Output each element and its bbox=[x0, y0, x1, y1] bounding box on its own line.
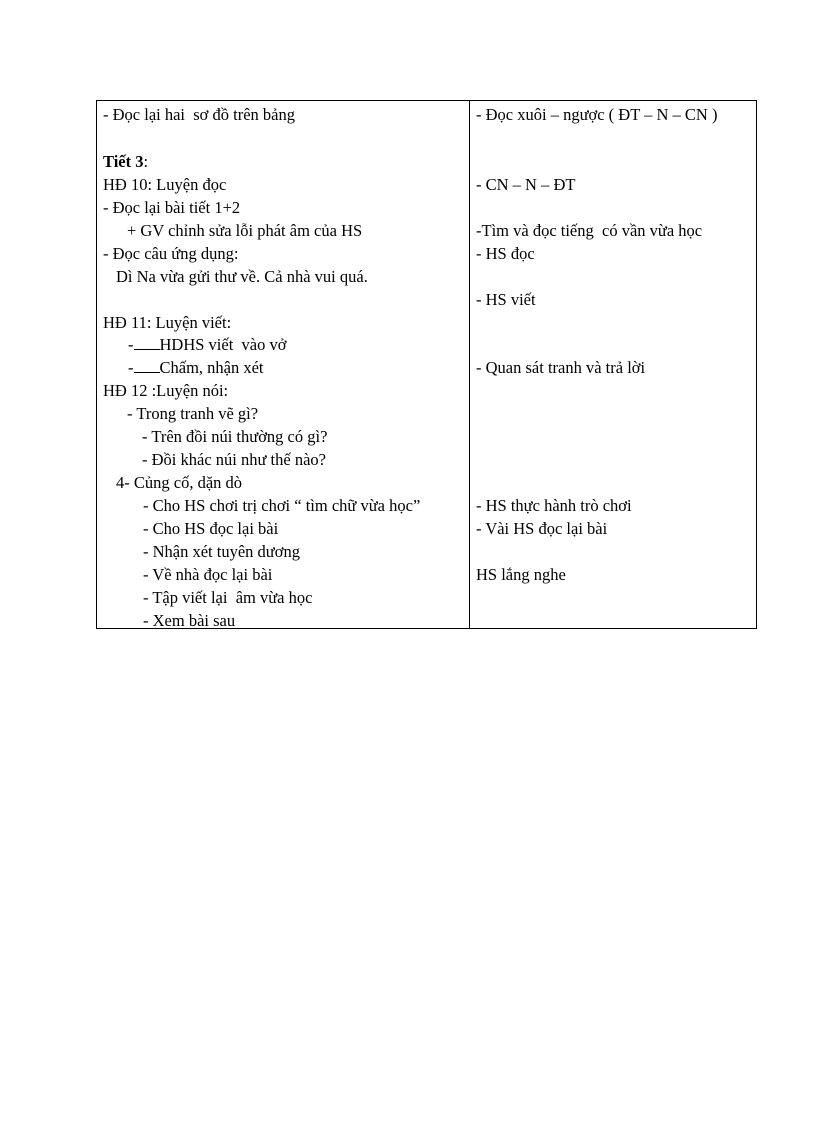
text-line: - Đọc lại bài tiết 1+2 bbox=[103, 198, 241, 217]
section-title: Tiết 3 bbox=[103, 152, 144, 171]
text-line: -Tìm và đọc tiếng có vần vừa học bbox=[476, 221, 703, 240]
underline-gap bbox=[134, 358, 160, 373]
list-item-text: HDHS viết vào vở bbox=[159, 335, 287, 354]
text-line: - Cho HS đọc lại bài bbox=[143, 519, 279, 538]
section-heading bbox=[103, 152, 148, 172]
text-line: - HS đọc bbox=[476, 244, 535, 263]
list-dash: - bbox=[128, 335, 134, 354]
text-line: - Quan sát tranh và trả lời bbox=[476, 358, 646, 377]
text-line: - HS thực hành trò chơi bbox=[476, 496, 632, 515]
activity-heading: HĐ 10: Luyện đọc bbox=[103, 175, 227, 194]
text-line: - HS viết bbox=[476, 290, 536, 309]
text-line: - Đọc câu ứng dụng: bbox=[103, 244, 239, 263]
student-activities-column bbox=[470, 101, 756, 628]
text-line: - CN – N – ĐT bbox=[476, 175, 576, 194]
text-line: - Trên đồi núi thường có gì? bbox=[142, 427, 328, 446]
text-line: - Vài HS đọc lại bài bbox=[476, 519, 608, 538]
text-line: - Tập viết lại âm vừa học bbox=[143, 588, 313, 607]
lesson-table bbox=[96, 100, 757, 629]
text-line: - Đọc lại hai sơ đồ trên bảng bbox=[103, 105, 296, 124]
text-line: - Đồi khác núi như thế nào? bbox=[142, 450, 326, 469]
text-line: Dì Na vừa gửi thư về. Cả nhà vui quá. bbox=[116, 267, 368, 286]
text-line: - Cho HS chơi trị chơi “ tìm chữ vừa học” bbox=[143, 496, 421, 515]
text-line: 4- Củng cố, dặn dò bbox=[116, 473, 243, 492]
activity-heading: HĐ 12 :Luyện nói: bbox=[103, 381, 229, 400]
text-line: - Trong tranh vẽ gì? bbox=[127, 404, 259, 423]
text-line: - Về nhà đọc lại bài bbox=[143, 565, 273, 584]
list-dash: - bbox=[128, 358, 134, 377]
activity-heading: HĐ 11: Luyện viết: bbox=[103, 313, 232, 332]
text-line bbox=[128, 335, 286, 355]
section-colon: : bbox=[143, 152, 149, 171]
teacher-activities-column bbox=[97, 101, 470, 628]
text-line bbox=[128, 358, 264, 378]
text-line: HS lắng nghe bbox=[476, 565, 566, 584]
underline-gap bbox=[134, 335, 160, 350]
text-line: - Đọc xuôi – ngược ( ĐT – N – CN ) bbox=[476, 105, 718, 124]
text-line: + GV chỉnh sửa lỗi phát âm của HS bbox=[127, 221, 363, 240]
text-line: - Xem bài sau bbox=[143, 611, 236, 630]
text-line: - Nhận xét tuyên dương bbox=[143, 542, 300, 561]
list-item-text: Chấm, nhận xét bbox=[159, 358, 264, 377]
